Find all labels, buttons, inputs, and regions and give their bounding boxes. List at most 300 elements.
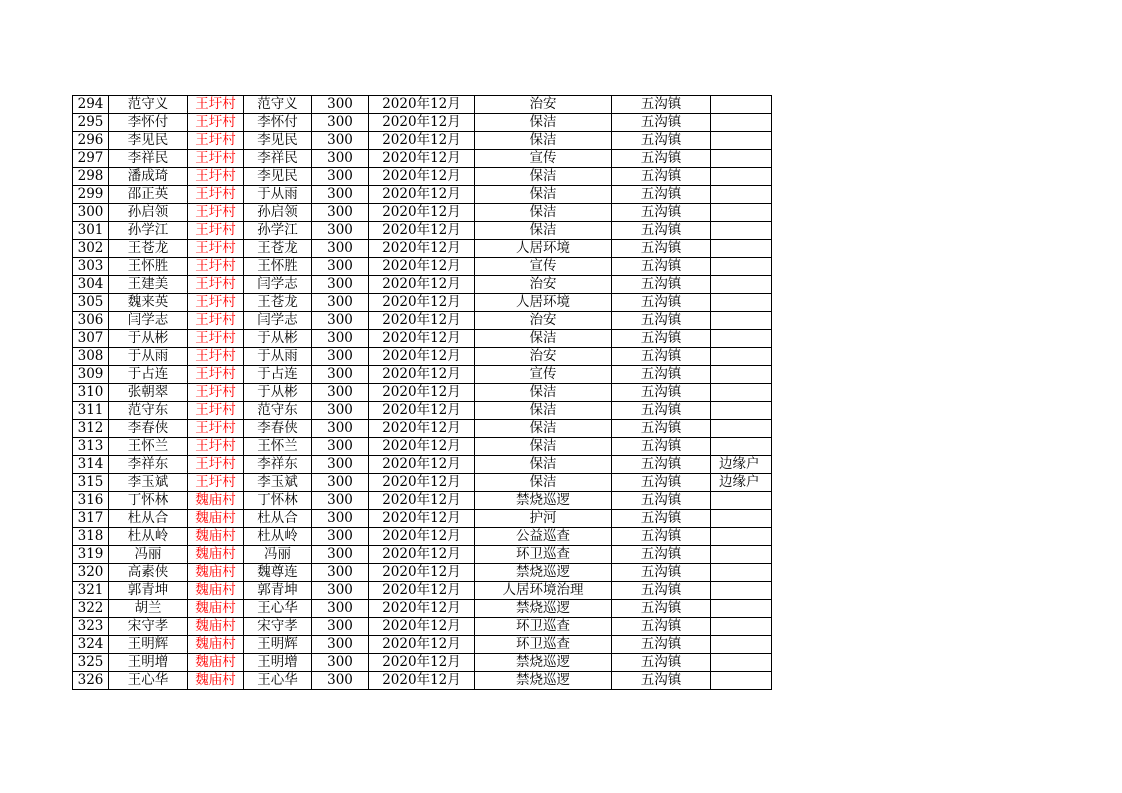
table-row: [73, 114, 772, 132]
town-cell: 五沟镇: [612, 294, 711, 312]
amount-cell: 300: [312, 582, 369, 600]
job-cell: 禁烧巡逻: [475, 600, 612, 618]
month-cell: 2020年12月: [369, 672, 475, 690]
note-cell: [711, 384, 772, 402]
note-cell: [711, 636, 772, 654]
note-cell: [711, 114, 772, 132]
job-cell: 保洁: [475, 420, 612, 438]
note-cell: [711, 276, 772, 294]
amount-cell: 300: [312, 546, 369, 564]
payee-cell: 魏尊连: [244, 564, 312, 582]
village-cell: 魏庙村: [188, 600, 244, 618]
row-number-cell: 322: [73, 600, 109, 618]
month-cell: 2020年12月: [369, 258, 475, 276]
table-row: [73, 150, 772, 168]
row-number-cell: 306: [73, 312, 109, 330]
job-cell: 护河: [475, 510, 612, 528]
job-cell: 环卫巡查: [475, 618, 612, 636]
month-cell: 2020年12月: [369, 366, 475, 384]
village-cell: 王圩村: [188, 348, 244, 366]
payee-cell: 于从雨: [244, 348, 312, 366]
town-cell: 五沟镇: [612, 258, 711, 276]
town-cell: 五沟镇: [612, 132, 711, 150]
table-row: [73, 528, 772, 546]
village-cell: 王圩村: [188, 294, 244, 312]
village-cell: 王圩村: [188, 276, 244, 294]
payee-cell: 孙启领: [244, 204, 312, 222]
name-cell: 李玉斌: [109, 474, 188, 492]
town-cell: 五沟镇: [612, 546, 711, 564]
note-cell: [711, 510, 772, 528]
amount-cell: 300: [312, 204, 369, 222]
row-number-cell: 303: [73, 258, 109, 276]
village-cell: 魏庙村: [188, 528, 244, 546]
month-cell: 2020年12月: [369, 96, 475, 114]
payee-cell: 王苍龙: [244, 240, 312, 258]
row-number-cell: 310: [73, 384, 109, 402]
table-row: [73, 294, 772, 312]
month-cell: 2020年12月: [369, 636, 475, 654]
table-row: [73, 222, 772, 240]
table-row: [73, 312, 772, 330]
amount-cell: 300: [312, 312, 369, 330]
note-cell: [711, 654, 772, 672]
row-number-cell: 305: [73, 294, 109, 312]
job-cell: 治安: [475, 348, 612, 366]
note-cell: [711, 402, 772, 420]
table-row: [73, 510, 772, 528]
table-row: [73, 438, 772, 456]
month-cell: 2020年12月: [369, 168, 475, 186]
town-cell: 五沟镇: [612, 204, 711, 222]
row-number-cell: 309: [73, 366, 109, 384]
name-cell: 范守东: [109, 402, 188, 420]
note-cell: [711, 492, 772, 510]
job-cell: 环卫巡查: [475, 636, 612, 654]
month-cell: 2020年12月: [369, 294, 475, 312]
amount-cell: 300: [312, 96, 369, 114]
name-cell: 潘成琦: [109, 168, 188, 186]
month-cell: 2020年12月: [369, 132, 475, 150]
table-row: [73, 132, 772, 150]
name-cell: 丁怀林: [109, 492, 188, 510]
village-cell: 王圩村: [188, 438, 244, 456]
town-cell: 五沟镇: [612, 222, 711, 240]
payee-cell: 杜从岭: [244, 528, 312, 546]
name-cell: 孙学江: [109, 222, 188, 240]
amount-cell: 300: [312, 294, 369, 312]
table-row: [73, 456, 772, 474]
table-row: [73, 240, 772, 258]
job-cell: 公益巡查: [475, 528, 612, 546]
town-cell: 五沟镇: [612, 96, 711, 114]
name-cell: 王怀胜: [109, 258, 188, 276]
row-number-cell: 315: [73, 474, 109, 492]
note-cell: [711, 528, 772, 546]
payee-cell: 于从彬: [244, 330, 312, 348]
job-cell: 保洁: [475, 204, 612, 222]
payee-cell: 李见民: [244, 168, 312, 186]
row-number-cell: 300: [73, 204, 109, 222]
job-cell: 保洁: [475, 222, 612, 240]
village-cell: 王圩村: [188, 456, 244, 474]
town-cell: 五沟镇: [612, 456, 711, 474]
row-number-cell: 307: [73, 330, 109, 348]
note-cell: [711, 132, 772, 150]
month-cell: 2020年12月: [369, 384, 475, 402]
name-cell: 王建美: [109, 276, 188, 294]
job-cell: 保洁: [475, 438, 612, 456]
payee-cell: 李春侠: [244, 420, 312, 438]
amount-cell: 300: [312, 672, 369, 690]
month-cell: 2020年12月: [369, 240, 475, 258]
job-cell: 宣传: [475, 366, 612, 384]
amount-cell: 300: [312, 258, 369, 276]
payee-cell: 王明辉: [244, 636, 312, 654]
village-cell: 王圩村: [188, 420, 244, 438]
amount-cell: 300: [312, 420, 369, 438]
village-cell: 魏庙村: [188, 510, 244, 528]
job-cell: 保洁: [475, 402, 612, 420]
name-cell: 郭青坤: [109, 582, 188, 600]
name-cell: 于从彬: [109, 330, 188, 348]
job-cell: 人居环境治理: [475, 582, 612, 600]
payee-cell: 孙学江: [244, 222, 312, 240]
row-number-cell: 316: [73, 492, 109, 510]
month-cell: 2020年12月: [369, 186, 475, 204]
payee-cell: 于占连: [244, 366, 312, 384]
amount-cell: 300: [312, 438, 369, 456]
row-number-cell: 311: [73, 402, 109, 420]
amount-cell: 300: [312, 528, 369, 546]
month-cell: 2020年12月: [369, 582, 475, 600]
row-number-cell: 319: [73, 546, 109, 564]
note-cell: [711, 618, 772, 636]
amount-cell: 300: [312, 348, 369, 366]
row-number-cell: 318: [73, 528, 109, 546]
town-cell: 五沟镇: [612, 312, 711, 330]
village-cell: 王圩村: [188, 330, 244, 348]
name-cell: 王心华: [109, 672, 188, 690]
month-cell: 2020年12月: [369, 474, 475, 492]
row-number-cell: 312: [73, 420, 109, 438]
amount-cell: 300: [312, 114, 369, 132]
name-cell: 范守义: [109, 96, 188, 114]
note-cell: [711, 258, 772, 276]
payee-cell: 王怀兰: [244, 438, 312, 456]
amount-cell: 300: [312, 276, 369, 294]
village-cell: 王圩村: [188, 312, 244, 330]
village-cell: 魏庙村: [188, 492, 244, 510]
amount-cell: 300: [312, 510, 369, 528]
row-number-cell: 320: [73, 564, 109, 582]
town-cell: 五沟镇: [612, 384, 711, 402]
amount-cell: 300: [312, 330, 369, 348]
town-cell: 五沟镇: [612, 150, 711, 168]
town-cell: 五沟镇: [612, 168, 711, 186]
note-cell: [711, 546, 772, 564]
payee-cell: 李祥东: [244, 456, 312, 474]
town-cell: 五沟镇: [612, 636, 711, 654]
payee-cell: 丁怀林: [244, 492, 312, 510]
row-number-cell: 296: [73, 132, 109, 150]
month-cell: 2020年12月: [369, 438, 475, 456]
name-cell: 李春侠: [109, 420, 188, 438]
job-cell: 保洁: [475, 474, 612, 492]
table-row: [73, 420, 772, 438]
town-cell: 五沟镇: [612, 114, 711, 132]
town-cell: 五沟镇: [612, 186, 711, 204]
name-cell: 李祥民: [109, 150, 188, 168]
payee-cell: 王明增: [244, 654, 312, 672]
town-cell: 五沟镇: [612, 618, 711, 636]
amount-cell: 300: [312, 240, 369, 258]
note-cell: [711, 366, 772, 384]
payee-cell: 于从彬: [244, 384, 312, 402]
job-cell: 环卫巡查: [475, 546, 612, 564]
table-row: [73, 276, 772, 294]
table-row: [73, 348, 772, 366]
note-cell: [711, 330, 772, 348]
payee-cell: 闫学志: [244, 276, 312, 294]
month-cell: 2020年12月: [369, 492, 475, 510]
amount-cell: 300: [312, 564, 369, 582]
village-cell: 王圩村: [188, 474, 244, 492]
name-cell: 高素侠: [109, 564, 188, 582]
table-row: [73, 168, 772, 186]
row-number-cell: 325: [73, 654, 109, 672]
table-row: [73, 186, 772, 204]
name-cell: 胡兰: [109, 600, 188, 618]
town-cell: 五沟镇: [612, 672, 711, 690]
note-cell: [711, 600, 772, 618]
month-cell: 2020年12月: [369, 528, 475, 546]
village-cell: 魏庙村: [188, 546, 244, 564]
town-cell: 五沟镇: [612, 492, 711, 510]
table-row: [73, 330, 772, 348]
note-cell: [711, 240, 772, 258]
note-cell: [711, 294, 772, 312]
village-cell: 王圩村: [188, 150, 244, 168]
month-cell: 2020年12月: [369, 510, 475, 528]
table-row: [73, 600, 772, 618]
town-cell: 五沟镇: [612, 438, 711, 456]
payee-cell: 王怀胜: [244, 258, 312, 276]
job-cell: 人居环境: [475, 240, 612, 258]
note-cell: [711, 582, 772, 600]
amount-cell: 300: [312, 186, 369, 204]
row-number-cell: 323: [73, 618, 109, 636]
amount-cell: 300: [312, 384, 369, 402]
job-cell: 保洁: [475, 330, 612, 348]
town-cell: 五沟镇: [612, 420, 711, 438]
amount-cell: 300: [312, 492, 369, 510]
month-cell: 2020年12月: [369, 312, 475, 330]
town-cell: 五沟镇: [612, 654, 711, 672]
row-number-cell: 294: [73, 96, 109, 114]
table-row: [73, 672, 772, 690]
note-cell: [711, 168, 772, 186]
table-row: [73, 474, 772, 492]
name-cell: 杜从合: [109, 510, 188, 528]
village-cell: 魏庙村: [188, 618, 244, 636]
village-cell: 王圩村: [188, 204, 244, 222]
amount-cell: 300: [312, 366, 369, 384]
name-cell: 邵正英: [109, 186, 188, 204]
row-number-cell: 326: [73, 672, 109, 690]
village-cell: 魏庙村: [188, 564, 244, 582]
amount-cell: 300: [312, 654, 369, 672]
village-cell: 王圩村: [188, 168, 244, 186]
row-number-cell: 301: [73, 222, 109, 240]
month-cell: 2020年12月: [369, 348, 475, 366]
town-cell: 五沟镇: [612, 510, 711, 528]
name-cell: 李怀付: [109, 114, 188, 132]
name-cell: 李祥东: [109, 456, 188, 474]
table-row: [73, 258, 772, 276]
amount-cell: 300: [312, 132, 369, 150]
row-number-cell: 299: [73, 186, 109, 204]
village-cell: 王圩村: [188, 114, 244, 132]
payee-cell: 杜从合: [244, 510, 312, 528]
payee-cell: 李见民: [244, 132, 312, 150]
note-cell: [711, 420, 772, 438]
table-row: [73, 582, 772, 600]
month-cell: 2020年12月: [369, 222, 475, 240]
name-cell: 宋守孝: [109, 618, 188, 636]
row-number-cell: 298: [73, 168, 109, 186]
town-cell: 五沟镇: [612, 582, 711, 600]
note-cell: [711, 564, 772, 582]
job-cell: 禁烧巡逻: [475, 654, 612, 672]
amount-cell: 300: [312, 168, 369, 186]
village-cell: 王圩村: [188, 366, 244, 384]
name-cell: 王明辉: [109, 636, 188, 654]
row-number-cell: 314: [73, 456, 109, 474]
payee-cell: 于从雨: [244, 186, 312, 204]
village-cell: 魏庙村: [188, 654, 244, 672]
job-cell: 禁烧巡逻: [475, 564, 612, 582]
note-cell: [711, 96, 772, 114]
village-cell: 王圩村: [188, 258, 244, 276]
payee-cell: 王苍龙: [244, 294, 312, 312]
job-cell: 保洁: [475, 384, 612, 402]
amount-cell: 300: [312, 456, 369, 474]
month-cell: 2020年12月: [369, 564, 475, 582]
name-cell: 孙启领: [109, 204, 188, 222]
row-number-cell: 302: [73, 240, 109, 258]
amount-cell: 300: [312, 474, 369, 492]
job-cell: 保洁: [475, 114, 612, 132]
payee-cell: 王心华: [244, 600, 312, 618]
job-cell: 保洁: [475, 132, 612, 150]
name-cell: 闫学志: [109, 312, 188, 330]
row-number-cell: 317: [73, 510, 109, 528]
town-cell: 五沟镇: [612, 474, 711, 492]
amount-cell: 300: [312, 636, 369, 654]
village-cell: 魏庙村: [188, 582, 244, 600]
note-cell: [711, 186, 772, 204]
note-cell: [711, 672, 772, 690]
month-cell: 2020年12月: [369, 420, 475, 438]
amount-cell: 300: [312, 222, 369, 240]
payee-cell: 郭青坤: [244, 582, 312, 600]
payee-cell: 冯丽: [244, 546, 312, 564]
payee-cell: 范守东: [244, 402, 312, 420]
job-cell: 宣传: [475, 150, 612, 168]
amount-cell: 300: [312, 150, 369, 168]
note-cell: 边缘户: [711, 474, 772, 492]
month-cell: 2020年12月: [369, 276, 475, 294]
village-cell: 王圩村: [188, 222, 244, 240]
month-cell: 2020年12月: [369, 330, 475, 348]
table-row: [73, 384, 772, 402]
row-number-cell: 313: [73, 438, 109, 456]
village-cell: 王圩村: [188, 132, 244, 150]
payee-cell: 范守义: [244, 96, 312, 114]
job-cell: 禁烧巡逻: [475, 492, 612, 510]
town-cell: 五沟镇: [612, 528, 711, 546]
amount-cell: 300: [312, 600, 369, 618]
table-row: [73, 618, 772, 636]
job-cell: 保洁: [475, 186, 612, 204]
town-cell: 五沟镇: [612, 402, 711, 420]
name-cell: 王苍龙: [109, 240, 188, 258]
table-row: [73, 204, 772, 222]
table-row: [73, 546, 772, 564]
note-cell: 边缘户: [711, 456, 772, 474]
town-cell: 五沟镇: [612, 276, 711, 294]
village-cell: 王圩村: [188, 402, 244, 420]
row-number-cell: 297: [73, 150, 109, 168]
month-cell: 2020年12月: [369, 618, 475, 636]
amount-cell: 300: [312, 618, 369, 636]
name-cell: 冯丽: [109, 546, 188, 564]
town-cell: 五沟镇: [612, 240, 711, 258]
row-number-cell: 295: [73, 114, 109, 132]
payee-cell: 王心华: [244, 672, 312, 690]
note-cell: [711, 348, 772, 366]
village-cell: 王圩村: [188, 240, 244, 258]
village-cell: 王圩村: [188, 384, 244, 402]
payee-cell: 李怀付: [244, 114, 312, 132]
row-number-cell: 308: [73, 348, 109, 366]
town-cell: 五沟镇: [612, 366, 711, 384]
row-number-cell: 324: [73, 636, 109, 654]
job-cell: 治安: [475, 96, 612, 114]
job-cell: 宣传: [475, 258, 612, 276]
table-row: [73, 366, 772, 384]
name-cell: 李见民: [109, 132, 188, 150]
month-cell: 2020年12月: [369, 114, 475, 132]
village-cell: 魏庙村: [188, 636, 244, 654]
village-cell: 魏庙村: [188, 672, 244, 690]
payee-cell: 李玉斌: [244, 474, 312, 492]
job-cell: 人居环境: [475, 294, 612, 312]
month-cell: 2020年12月: [369, 600, 475, 618]
name-cell: 张朝翠: [109, 384, 188, 402]
name-cell: 杜从岭: [109, 528, 188, 546]
note-cell: [711, 150, 772, 168]
month-cell: 2020年12月: [369, 546, 475, 564]
note-cell: [711, 222, 772, 240]
table-row: [73, 96, 772, 114]
table-row: [73, 654, 772, 672]
row-number-cell: 304: [73, 276, 109, 294]
name-cell: 于占连: [109, 366, 188, 384]
note-cell: [711, 204, 772, 222]
row-number-cell: 321: [73, 582, 109, 600]
